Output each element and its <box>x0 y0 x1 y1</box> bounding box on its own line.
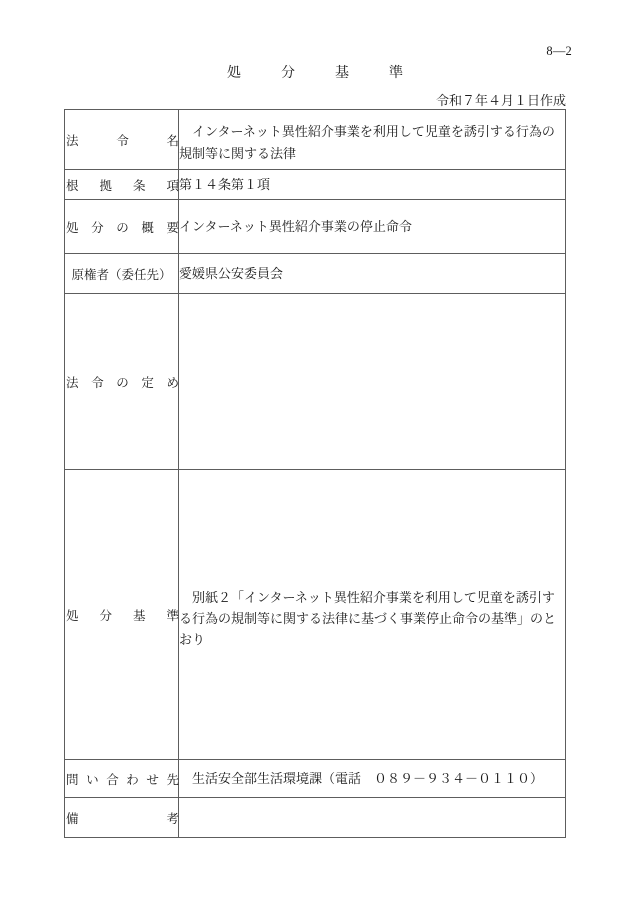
value-text: インターネット異性紹介事業を利用して児童を誘引する行為の規制等に関する法律 <box>179 124 555 161</box>
table-row <box>65 110 566 170</box>
label-text: 原権者（委任先） <box>71 267 172 282</box>
label-text: 法 令 名 <box>66 133 179 148</box>
row-label-bikou <box>65 798 179 838</box>
page-marker: 8—2 <box>546 44 572 58</box>
row-value-genkensha <box>179 254 566 294</box>
label-text: 法 令 の 定 め <box>66 375 179 390</box>
row-label-toiawasesaki <box>65 760 179 798</box>
table-row <box>65 200 566 254</box>
row-value-shobun-kijun <box>179 470 566 760</box>
label-text: 備 考 <box>66 811 179 826</box>
table-row <box>65 798 566 838</box>
table-row <box>65 760 566 798</box>
value-text: 愛媛県公安委員会 <box>179 266 284 282</box>
table-row <box>65 170 566 200</box>
row-value-bikou <box>179 798 566 838</box>
disposition-criteria-table <box>64 109 566 838</box>
row-label-hourei-no-sadame <box>65 294 179 470</box>
row-label-shobun-kijun <box>65 470 179 760</box>
label-text: 処 分 基 準 <box>66 608 179 623</box>
page-title <box>0 62 630 82</box>
creation-date: 令和７年４月１日作成 <box>435 93 566 108</box>
page-title-text: 処 分 基 準 <box>227 66 416 81</box>
row-value-toiawasesaki <box>179 760 566 798</box>
value-text: 生活安全部生活環境課（電話 ０８９－９３４－０１１０） <box>192 771 544 787</box>
row-label-shobun-no-gaiyou <box>65 200 179 254</box>
row-label-genkensha <box>65 254 179 294</box>
row-value-konkyojoukou <box>179 170 566 200</box>
table-row <box>65 470 566 760</box>
row-label-konkyojoukou <box>65 170 179 200</box>
label-text: 根 拠 条 項 <box>66 178 179 193</box>
row-value-shobun-no-gaiyou <box>179 200 566 254</box>
table-row <box>65 294 566 470</box>
label-text: 処 分 の 概 要 <box>66 220 179 235</box>
row-label-houreimei <box>65 110 179 170</box>
row-value-houreimei <box>179 110 566 170</box>
table-row <box>65 254 566 294</box>
value-text: インターネット異性紹介事業の停止命令 <box>179 219 412 235</box>
label-text: 問 い 合 わ せ 先 <box>66 772 179 787</box>
value-text: 第１４条第１項 <box>179 177 271 192</box>
row-value-hourei-no-sadame <box>179 294 566 470</box>
value-text: 別紙２「インターネット異性紹介事業を利用して児童を誘引する行為の規制等に関する法律に基づく事業停止命令の基準」のとおり <box>179 589 557 648</box>
